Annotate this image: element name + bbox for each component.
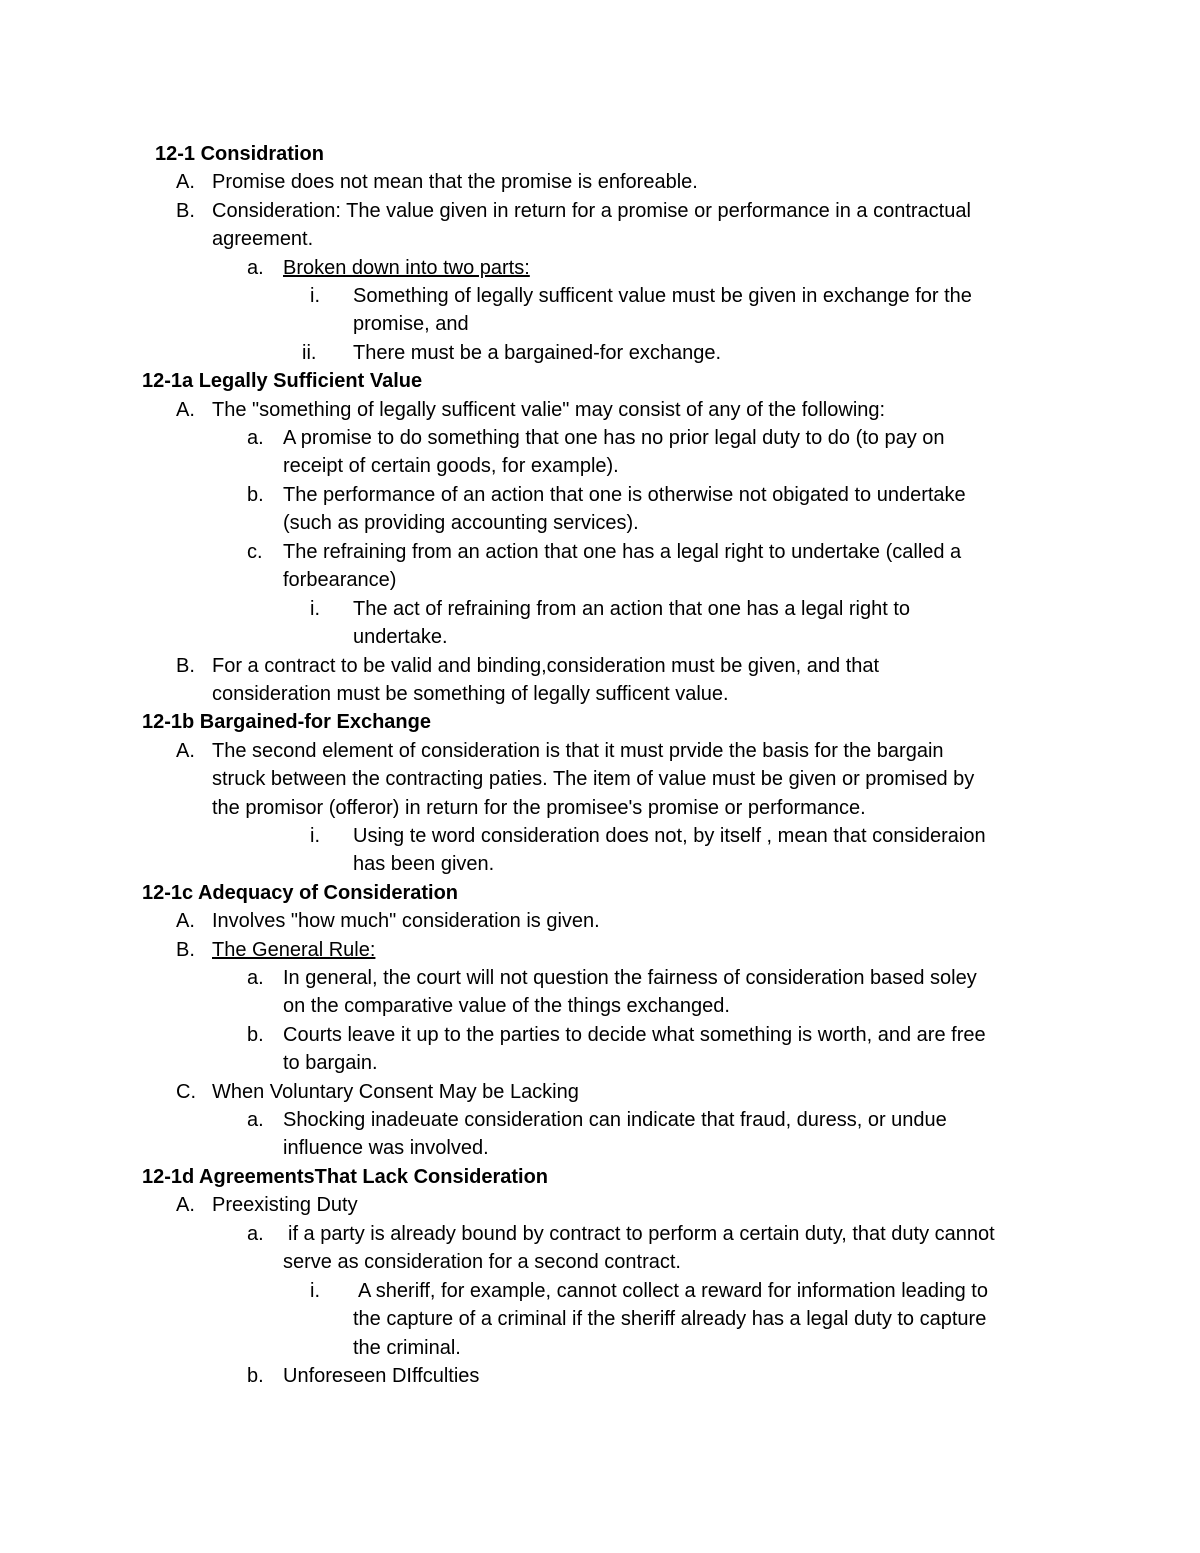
list-item-text: (such as providing accounting services). xyxy=(283,512,639,534)
list-marker: a. xyxy=(247,1223,264,1245)
list-item-text: Involves "how much" consideration is given. xyxy=(212,910,600,932)
list-item-text: Something of legally sufficent value must be given in exchange for the xyxy=(353,285,972,307)
list-item-text: A sheriff, for example, cannot collect a reward for information leading to xyxy=(358,1280,988,1302)
list-item-text: influence was involved. xyxy=(283,1137,489,1159)
list-marker: ii. xyxy=(302,342,317,364)
list-item-text: In general, the court will not question the fairness of consideration based soley xyxy=(283,967,977,989)
section-heading-12-1: 12-1 Considration xyxy=(155,143,324,165)
list-item-text: struck between the contracting paties. The item of value must be given or promised by xyxy=(212,768,975,790)
list-item-text: has been given. xyxy=(353,853,495,875)
list-item-text: to bargain. xyxy=(283,1052,378,1074)
list-marker: b. xyxy=(247,1024,264,1046)
list-item-text: The act of refraining from an action that one has a legal right to xyxy=(353,598,910,620)
list-item-text: The General Rule: xyxy=(212,939,376,961)
list-marker: a. xyxy=(247,427,264,449)
list-item-text: Unforeseen DIffculties xyxy=(283,1365,480,1387)
list-item-text: agreement. xyxy=(212,228,314,250)
section-heading-12-1c: 12-1c Adequacy of Consideration xyxy=(142,882,458,904)
list-item-text: Shocking inadeuate consideration can indicate that fraud, duress, or undue xyxy=(283,1109,947,1131)
section-heading-12-1d: 12-1d AgreementsThat Lack Consideration xyxy=(142,1166,549,1188)
list-item-text: the promisor (offeror) in return for the promisee's promise or performance. xyxy=(212,797,866,819)
list-marker: B. xyxy=(176,655,195,677)
list-item-text: receipt of certain goods, for example). xyxy=(283,455,619,477)
list-marker: b. xyxy=(247,484,264,506)
list-marker: i. xyxy=(310,285,320,307)
list-item-text: on the comparative value of the things exchanged. xyxy=(283,995,730,1017)
list-item-text: A promise to do something that one has no prior legal duty to do (to pay on xyxy=(283,427,945,449)
list-item-text: For a contract to be valid and binding,consideration must be given, and that xyxy=(212,655,880,677)
list-item-text: the criminal. xyxy=(353,1337,461,1359)
list-item-text: undertake. xyxy=(353,626,448,648)
list-marker: a. xyxy=(247,257,264,279)
list-item-text: serve as consideration for a second contract. xyxy=(283,1251,681,1273)
list-item-text: The performance of an action that one is otherwise not obigated to undertake xyxy=(283,484,966,506)
list-marker: B. xyxy=(176,200,195,222)
list-item-text: forbearance) xyxy=(283,569,397,591)
list-marker: i. xyxy=(310,825,320,847)
list-marker: a. xyxy=(247,967,264,989)
list-marker: A. xyxy=(176,399,195,421)
list-marker: B. xyxy=(176,939,195,961)
list-marker: a. xyxy=(247,1109,264,1131)
list-item-text: Consideration: The value given in return for a promise or performance in a contractual xyxy=(212,200,971,222)
list-item-text: if a party is already bound by contract to perform a certain duty, that duty cannot xyxy=(288,1223,995,1245)
list-item-text: The refraining from an action that one has a legal right to undertake (called a xyxy=(283,541,962,563)
list-marker: A. xyxy=(176,910,195,932)
list-marker: C. xyxy=(176,1081,196,1103)
list-item-text: consideration must be something of legally sufficent value. xyxy=(212,683,729,705)
list-marker: c. xyxy=(247,541,263,563)
list-item-text: Preexisting Duty xyxy=(212,1194,358,1216)
list-item-text: Courts leave it up to the parties to decide what something is worth, and are free xyxy=(283,1024,986,1046)
list-marker: i. xyxy=(310,598,320,620)
list-item-text: The second element of consideration is that it must prvide the basis for the bargain xyxy=(212,740,944,762)
list-item-text: promise, and xyxy=(353,313,469,335)
list-marker: b. xyxy=(247,1365,264,1387)
list-marker: A. xyxy=(176,740,195,762)
list-item-text: There must be a bargained-for exchange. xyxy=(353,342,721,364)
list-item-text: Broken down into two parts: xyxy=(283,257,530,279)
list-marker: A. xyxy=(176,1194,195,1216)
list-item-text: The "something of legally sufficent valie" may consist of any of the following: xyxy=(212,399,886,421)
list-marker: i. xyxy=(310,1280,320,1302)
list-item-text: Using te word consideration does not, by itself , mean that consideraion xyxy=(353,825,986,847)
list-item-text: When Voluntary Consent May be Lacking xyxy=(212,1081,579,1103)
list-item-text: Promise does not mean that the promise is enforeable. xyxy=(212,171,698,193)
list-item-text: the capture of a criminal if the sheriff already has a legal duty to capture xyxy=(353,1308,987,1330)
list-marker: A. xyxy=(176,171,195,193)
section-heading-12-1a: 12-1a Legally Sufficient Value xyxy=(142,370,423,392)
section-heading-12-1b: 12-1b Bargained-for Exchange xyxy=(142,711,431,733)
